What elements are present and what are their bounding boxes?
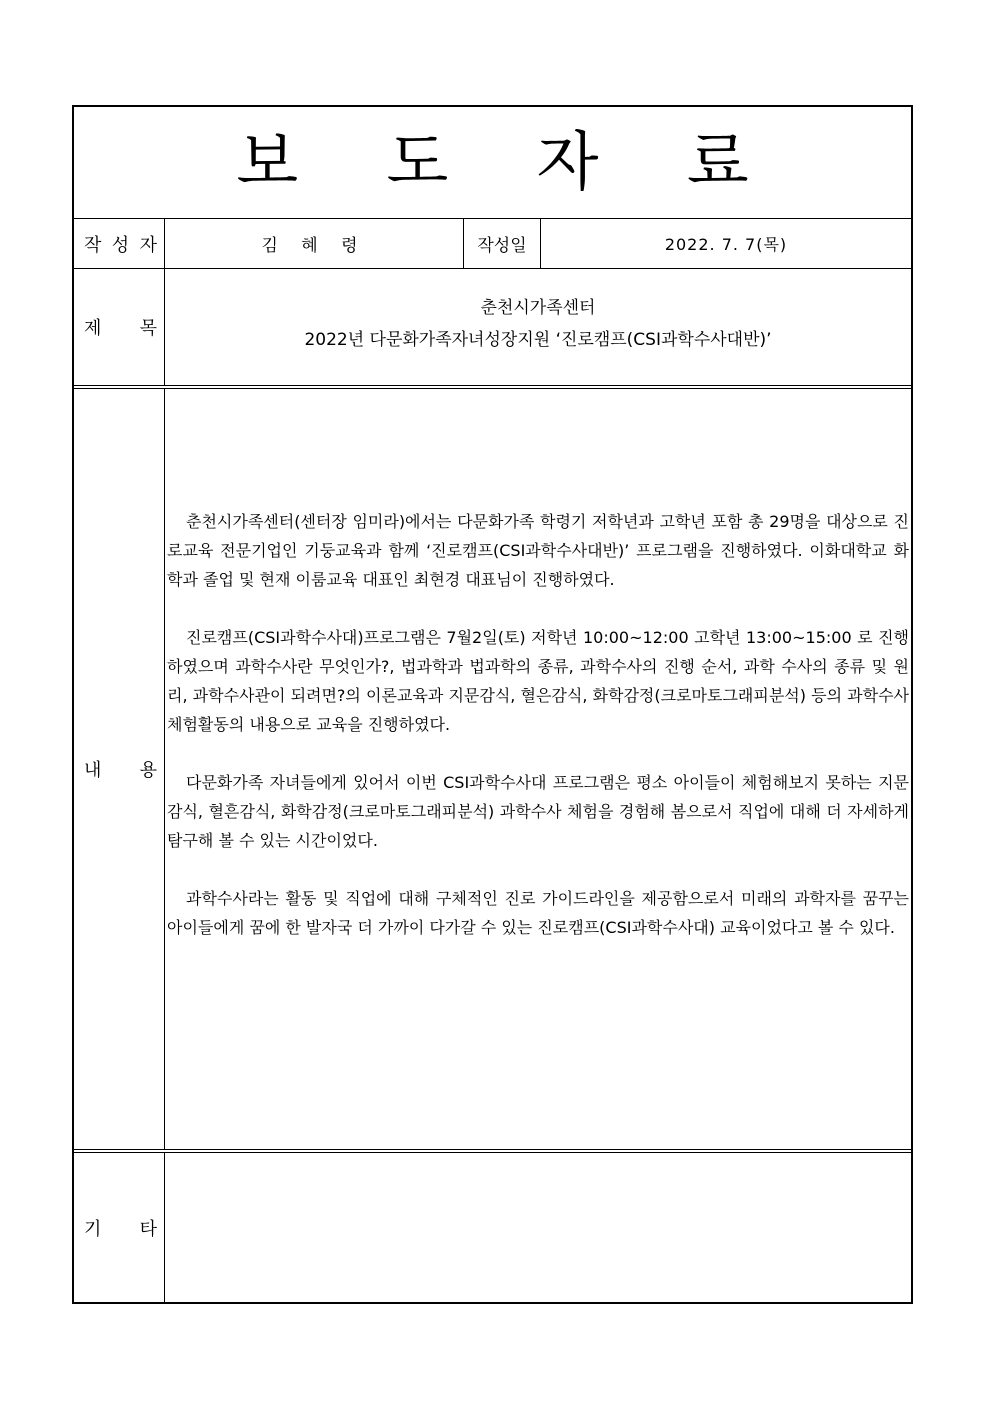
etc-label-char: 기	[84, 1218, 102, 1240]
content-body	[165, 389, 911, 1149]
content-label-char: 내	[84, 760, 102, 781]
date-label: 작성일	[464, 219, 541, 268]
author-label-char: 자	[139, 234, 157, 256]
etc-value	[165, 1153, 911, 1302]
content-label	[74, 389, 165, 1149]
etc-label-char: 타	[139, 1218, 157, 1240]
subject-value	[165, 269, 911, 385]
author-label-char: 작	[84, 234, 102, 256]
subject-label-char: 제	[84, 318, 102, 339]
press-release-form	[72, 105, 913, 1304]
title-row	[74, 107, 911, 219]
etc-row	[74, 1153, 911, 1302]
author-label	[74, 219, 165, 268]
content-paragraph: 과학수사라는 활동 및 직업에 대해 구체적인 진로 가이드라인을 제공함으로서 미래의 과학자를 꿈꾸는 아이들에게 꿈에 한 발자국 더 가까이 다가갈 수 있는 진로캠프(CSI과학수사대) 교육이었다고 볼 수 있다.	[167, 889, 909, 937]
content-paragraph: 진로캠프(CSI과학수사대)프로그램은 7월2일(토) 저학년 10:00~12:00 고학년 13:00~15:00 로 진행하였으며 과학수사란 무엇인가?, 법과학과 법과학의 종류, 과학수사의 진행 순서, 과학 수사의 종류 및 원리, 과학수사관이 되려면?의 이론교육과 지문감식, 혈은감식, 화학감정(크로마토그래피분석) 등의 과학수사 체험활동의 내용으로 교육을 진행하였다.	[167, 628, 909, 734]
author-value: 김 혜 령	[165, 219, 464, 268]
subject-label	[74, 269, 165, 385]
etc-label	[74, 1153, 165, 1302]
subject-label-char: 목	[139, 318, 157, 339]
content-row	[74, 389, 911, 1153]
date-value: 2022. 7. 7(목)	[664, 235, 788, 254]
content-paragraph: 춘천시가족센터(센터장 임미라)에서는 다문화가족 학령기 저학년과 고학년 포함 총 29명을 대상으로 진로교육 전문기업인 기둥교육과 함께 ‘진로캠프(CSI과학수사대반)’ 프로그램을 진행하였다. 이화대학교 화학과 졸업 및 현재 이룸교육 대표인 최현경 대표님이 진행하였다.	[167, 512, 909, 589]
document-title: 보 도 자 료	[236, 126, 783, 200]
subject-row	[74, 269, 911, 389]
content-paragraph: 다문화가족 자녀들에게 있어서 이번 CSI과학수사대 프로그램은 평소 아이들이 체험해보지 못하는 지문감식, 혈흔감식, 화학감정(크로마토그래피분석) 과학수사 체험을 경험해 봄으로서 직업에 대해 더 자세하게 탐구해 볼 수 있는 시간이었다.	[167, 773, 909, 850]
subject-line: 2022년 다문화가족자녀성장지원 ‘진로캠프(CSI과학수사대반)’	[304, 330, 772, 350]
content-label-char: 용	[139, 760, 157, 781]
author-row	[74, 219, 911, 269]
author-label-char: 성	[111, 234, 130, 256]
subject-line: 춘천시가족센터	[480, 298, 596, 318]
